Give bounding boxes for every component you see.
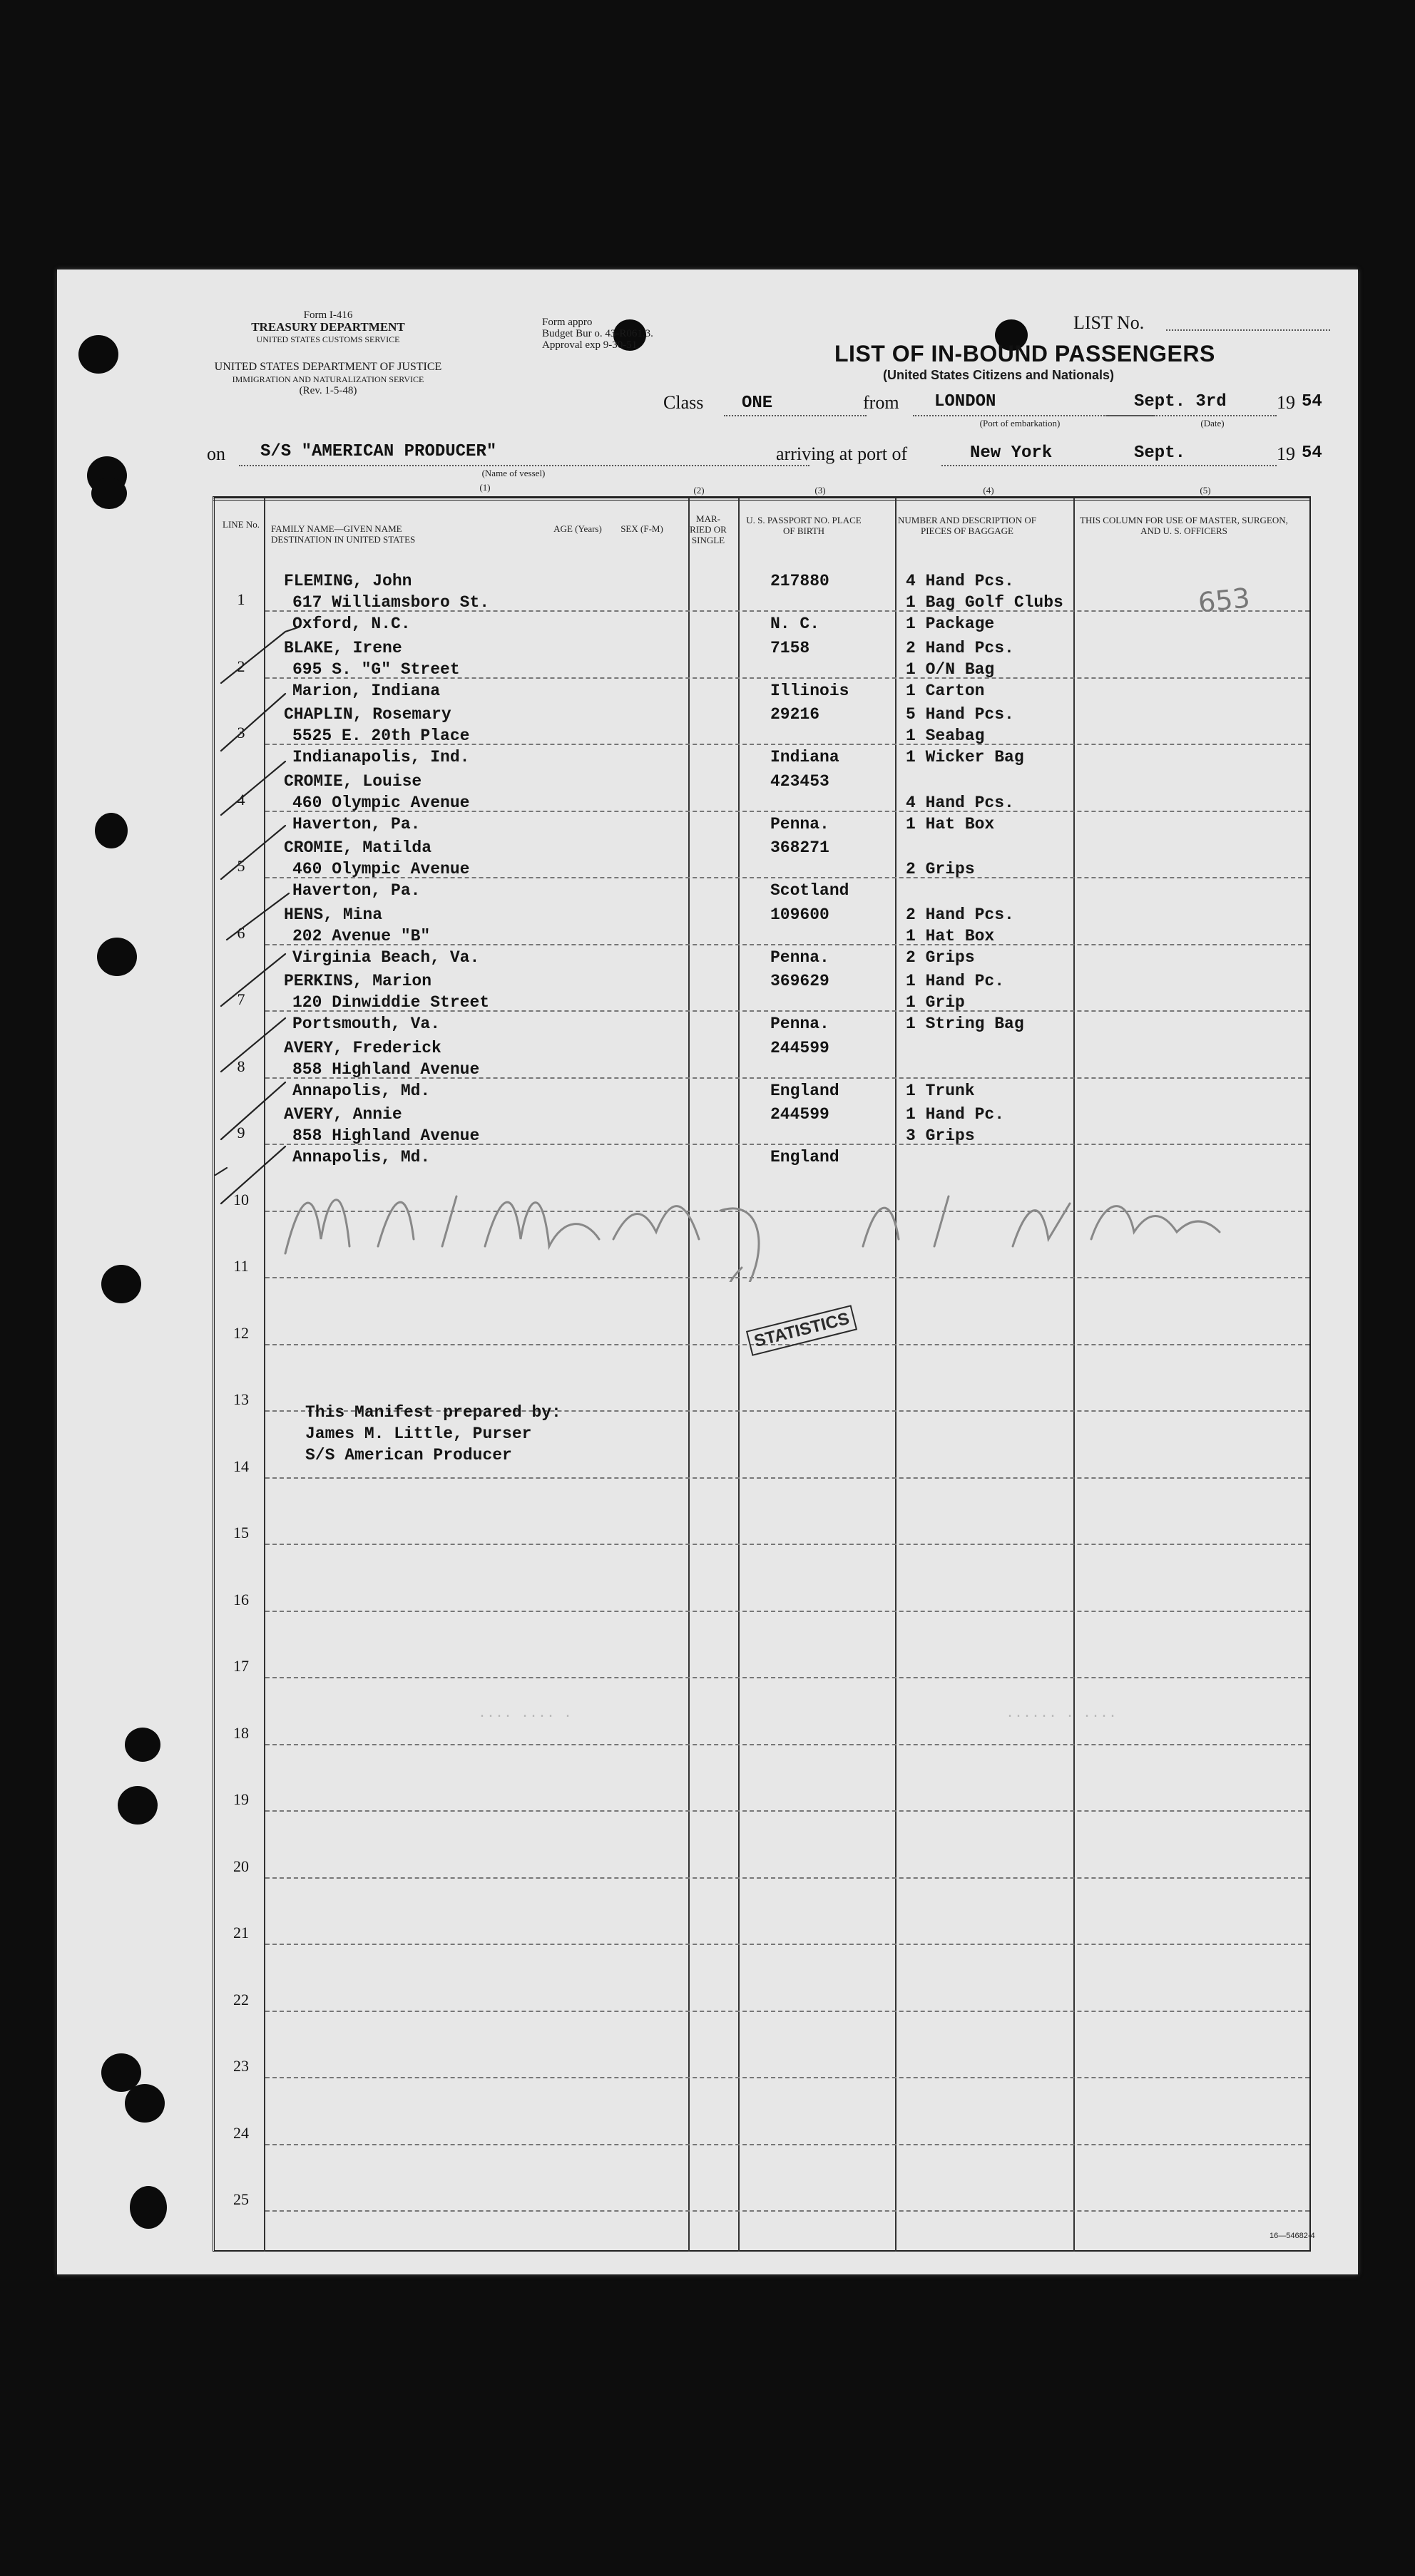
line-number: 10 bbox=[233, 1190, 249, 1209]
line-number: 19 bbox=[233, 1790, 249, 1808]
strike-line bbox=[221, 694, 285, 751]
form-subtitle: (United States Citizens and Nationals) bbox=[882, 368, 1115, 382]
justice-dept: UNITED STATES DEPARTMENT OF JUSTICE bbox=[214, 361, 442, 373]
col-passport: U. S. PASSPORT NO. PLACE OF BIRTH bbox=[746, 515, 862, 536]
list-no-label: LIST No. bbox=[1073, 312, 1145, 333]
manifest-sheet bbox=[57, 270, 1358, 2274]
baggage-item: 1 Hat Box bbox=[906, 926, 995, 945]
passport-number: 217880 bbox=[770, 572, 829, 590]
row-rule bbox=[265, 1544, 1309, 1545]
row-rule bbox=[265, 1944, 1309, 1945]
class-label: Class bbox=[663, 392, 704, 413]
punch-hole bbox=[118, 1786, 158, 1825]
officer-mark: 653 bbox=[1196, 582, 1252, 619]
col-married: MAR-RIED OR SINGLE bbox=[690, 513, 727, 545]
passport-number: 109600 bbox=[770, 905, 829, 924]
passenger-name: BLAKE, Irene bbox=[284, 638, 402, 657]
baggage-item: 1 String Bag bbox=[906, 1015, 1024, 1033]
line-number: 9 bbox=[237, 1124, 245, 1141]
col-line-no: LINE No. bbox=[223, 519, 260, 530]
passport-number: 423453 bbox=[770, 771, 829, 791]
on-label: on bbox=[207, 443, 225, 464]
col-num-4: (4) bbox=[983, 485, 994, 496]
line-number: 15 bbox=[233, 1524, 249, 1541]
baggage-item: 1 Seabag bbox=[906, 727, 985, 745]
line-number: 22 bbox=[233, 1990, 249, 2008]
row-rule bbox=[265, 1744, 1309, 1745]
place-of-birth: England bbox=[770, 1081, 839, 1100]
line-number: 4 bbox=[237, 790, 245, 809]
punch-hole bbox=[130, 2186, 167, 2229]
strike-line bbox=[221, 1018, 285, 1072]
strike-lines bbox=[214, 605, 414, 1496]
baggage-item: 2 Hand Pcs. bbox=[906, 905, 1014, 924]
line-number: 8 bbox=[237, 1057, 245, 1075]
row-rule bbox=[265, 2144, 1309, 2145]
strike-line bbox=[221, 826, 285, 879]
col-divider bbox=[1073, 498, 1075, 2252]
place-of-birth: Indiana bbox=[770, 748, 839, 766]
year-prefix: 19 bbox=[1277, 392, 1295, 413]
prepared-by-line-3: S/S American Producer bbox=[305, 1446, 512, 1464]
punch-hole bbox=[78, 335, 118, 374]
row-rule bbox=[265, 2210, 1309, 2212]
place-of-birth: N. C. bbox=[770, 615, 820, 633]
embark-date: Sept. 3rd bbox=[1134, 392, 1227, 411]
passenger-name: AVERY, Annie bbox=[284, 1105, 402, 1124]
passenger-city: Annapolis, Md. bbox=[292, 1148, 431, 1166]
row-rule bbox=[265, 1611, 1309, 1612]
strike-line bbox=[215, 1168, 227, 1175]
arriving-label: arriving at port of bbox=[776, 443, 908, 464]
passenger-name: CROMIE, Louise bbox=[284, 771, 422, 791]
passenger-name: AVERY, Frederick bbox=[284, 1038, 441, 1057]
form-title: LIST OF IN-BOUND PASSENGERS bbox=[834, 341, 1215, 366]
col-baggage: NUMBER AND DESCRIPTION OF PIECES OF BAGGAGE bbox=[898, 515, 1036, 536]
baggage-item: 5 Hand Pcs. bbox=[906, 705, 1014, 724]
baggage-item: 3 Grips bbox=[906, 1127, 975, 1145]
baggage-item: 1 Hand Pc. bbox=[906, 1105, 1005, 1124]
passenger-address: 5525 E. 20th Place bbox=[292, 727, 470, 745]
strike-line bbox=[221, 627, 298, 683]
passenger-address: 617 Williamsboro St. bbox=[292, 593, 490, 612]
passenger-address: 695 S. "G" Street bbox=[292, 660, 460, 679]
baggage-item: 1 Carton bbox=[906, 681, 985, 700]
punch-hole bbox=[97, 938, 137, 976]
arrival-year: 54 bbox=[1302, 443, 1322, 463]
col-divider bbox=[688, 498, 690, 2252]
baggage-item: 4 Hand Pcs. bbox=[906, 572, 1014, 590]
baggage-item: 1 Hand Pc. bbox=[906, 972, 1005, 990]
line-number: 23 bbox=[233, 2057, 249, 2075]
strike-line bbox=[221, 761, 285, 815]
passenger-city: Virginia Beach, Va. bbox=[292, 948, 480, 967]
approval-line-2: Budget Bur o. 43-R061.3. bbox=[542, 328, 653, 339]
passenger-name: CHAPLIN, Rosemary bbox=[284, 705, 451, 724]
baggage-item: 1 Bag Golf Clubs bbox=[906, 593, 1063, 612]
col-name: FAMILY NAME—GIVEN NAME DESTINATION IN UNITED STATES bbox=[271, 523, 416, 545]
line-number: 11 bbox=[233, 1257, 249, 1275]
passenger-name: CROMIE, Matilda bbox=[284, 838, 432, 857]
port-caption: (Port of embarkation) bbox=[979, 418, 1061, 429]
line-number: 6 bbox=[237, 923, 245, 942]
row-rule bbox=[265, 2011, 1309, 2012]
baggage-item: 1 Trunk bbox=[906, 1081, 975, 1100]
faint-trace: ···· ···· · bbox=[478, 1708, 573, 1725]
line-number: 17 bbox=[233, 1657, 249, 1675]
line-number: 24 bbox=[233, 2123, 249, 2142]
punch-hole bbox=[125, 1728, 160, 1762]
passenger-address: 120 Dinwiddie Street bbox=[292, 993, 490, 1012]
col-sex: SEX (F-M) bbox=[620, 523, 663, 534]
baggage-item: 4 Hand Pcs. bbox=[906, 793, 1014, 812]
line-number: 14 bbox=[233, 1457, 249, 1475]
arrival-port: New York bbox=[970, 443, 1053, 463]
ins-service: IMMIGRATION AND NATURALIZATION SERVICE bbox=[232, 374, 424, 384]
punch-hole bbox=[95, 813, 128, 848]
place-of-birth: Penna. bbox=[770, 814, 829, 833]
passport-number: 29216 bbox=[770, 705, 820, 724]
col-officers: THIS COLUMN FOR USE OF MASTER, SURGEON, AND U. S. OFFICERS bbox=[1080, 515, 1288, 536]
baggage-item: 1 Wicker Bag bbox=[906, 748, 1024, 766]
passenger-city: Haverton, Pa. bbox=[292, 881, 421, 900]
passenger-address: 858 Highland Avenue bbox=[292, 1059, 480, 1079]
form-number: Form I-416 bbox=[303, 309, 353, 321]
passenger-city: Marion, Indiana bbox=[292, 681, 441, 700]
officer-signature bbox=[271, 1154, 1291, 1282]
vessel-name: S/S "AMERICAN PRODUCER" bbox=[260, 442, 497, 461]
row-rule bbox=[265, 1477, 1309, 1479]
passenger-address: 460 Olympic Avenue bbox=[292, 793, 470, 812]
baggage-item: 1 O/N Bag bbox=[906, 660, 995, 679]
strike-line bbox=[221, 954, 285, 1006]
line-number: 20 bbox=[233, 1857, 249, 1875]
port-of-embarkation: LONDON bbox=[934, 392, 996, 411]
line-number: 18 bbox=[233, 1723, 249, 1742]
form-revision: (Rev. 1-5-48) bbox=[299, 385, 357, 396]
strike-line bbox=[227, 893, 289, 940]
row-rule bbox=[265, 1810, 1309, 1812]
date-underline bbox=[1105, 415, 1277, 416]
punch-hole bbox=[91, 478, 127, 509]
vessel-underline bbox=[239, 465, 809, 466]
baggage-item: 2 Grips bbox=[906, 860, 975, 878]
year-value: 54 bbox=[1302, 392, 1322, 411]
punch-hole bbox=[101, 1265, 141, 1303]
line-number: 25 bbox=[233, 2190, 249, 2208]
col-divider bbox=[895, 498, 896, 2252]
footer-code: 16—54682-4 bbox=[1270, 2232, 1315, 2240]
line-number: 7 bbox=[237, 990, 245, 1008]
faint-trace: ······ · ···· bbox=[1006, 1708, 1118, 1725]
place-of-birth: Penna. bbox=[770, 948, 829, 967]
place-of-birth: Penna. bbox=[770, 1015, 829, 1033]
class-value: ONE bbox=[742, 394, 773, 413]
passenger-city: Oxford, N.C. bbox=[292, 615, 411, 633]
line-number: 2 bbox=[237, 657, 245, 675]
punch-hole bbox=[125, 2084, 165, 2123]
passenger-name: FLEMING, John bbox=[284, 572, 412, 590]
place-of-birth: Illinois bbox=[770, 681, 849, 700]
passenger-city: Annapolis, Md. bbox=[292, 1081, 431, 1100]
from-label: from bbox=[863, 392, 899, 413]
treasury-dept: TREASURY DEPARTMENT bbox=[251, 320, 405, 334]
col-num-2: (2) bbox=[693, 485, 705, 496]
baggage-item: 2 Grips bbox=[906, 948, 975, 967]
vessel-caption: (Name of vessel) bbox=[481, 468, 546, 478]
prepared-by-line-2: James M. Little, Purser bbox=[305, 1425, 532, 1443]
list-no-field bbox=[1166, 329, 1330, 331]
passport-number: 369629 bbox=[770, 972, 829, 990]
arrival-underline bbox=[941, 465, 1277, 466]
approval-line-1: Form appro bbox=[542, 317, 593, 328]
place-of-birth: England bbox=[770, 1148, 839, 1166]
line-number: 5 bbox=[237, 857, 245, 875]
passport-number: 244599 bbox=[770, 1105, 829, 1124]
row-rule bbox=[265, 1677, 1309, 1678]
table-top-rule bbox=[213, 498, 1311, 501]
row-rule bbox=[265, 1877, 1309, 1879]
customs-service: UNITED STATES CUSTOMS SERVICE bbox=[256, 334, 400, 344]
baggage-item: 2 Hand Pcs. bbox=[906, 638, 1014, 657]
col-num-1: (1) bbox=[479, 482, 491, 493]
line-number: 13 bbox=[233, 1390, 249, 1408]
passenger-city: Haverton, Pa. bbox=[292, 814, 421, 833]
baggage-item: 1 Grip bbox=[906, 993, 965, 1012]
passenger-address: 460 Olympic Avenue bbox=[292, 860, 470, 878]
passenger-address: 858 Highland Avenue bbox=[292, 1127, 480, 1145]
baggage-item: 1 Hat Box bbox=[906, 814, 995, 833]
col-num-3: (3) bbox=[814, 485, 826, 496]
arrival-date: Sept. bbox=[1134, 443, 1186, 463]
prepared-by-line-1: This Manifest prepared by: bbox=[305, 1403, 561, 1422]
line-number: 12 bbox=[233, 1323, 249, 1342]
passenger-address: 202 Avenue "B" bbox=[292, 926, 431, 945]
line-number: 16 bbox=[233, 1590, 249, 1608]
approval-line-3: Approval exp 9-30-51. bbox=[542, 339, 640, 351]
arrival-year-prefix: 19 bbox=[1277, 443, 1295, 464]
passenger-name: HENS, Mina bbox=[284, 905, 383, 924]
baggage-item: 1 Package bbox=[906, 615, 995, 633]
strike-line bbox=[221, 1082, 285, 1139]
class-underline bbox=[724, 415, 867, 416]
passenger-name: PERKINS, Marion bbox=[284, 972, 432, 990]
passport-number: 244599 bbox=[770, 1038, 829, 1057]
date-caption: (Date) bbox=[1200, 418, 1225, 429]
line-number: 1 bbox=[237, 590, 245, 608]
passenger-city: Portsmouth, Va. bbox=[292, 1015, 441, 1033]
place-of-birth: Scotland bbox=[770, 881, 849, 900]
col-divider bbox=[738, 498, 740, 2252]
col-age: AGE (Years) bbox=[553, 523, 602, 534]
line-number: 3 bbox=[237, 724, 245, 742]
line-number: 21 bbox=[233, 1924, 249, 1941]
passport-number: 7158 bbox=[770, 638, 810, 657]
statistics-stamp: STATISTICS bbox=[746, 1305, 858, 1356]
row-rule bbox=[265, 2077, 1309, 2078]
col-num-5: (5) bbox=[1200, 485, 1211, 496]
passenger-city: Indianapolis, Ind. bbox=[292, 748, 470, 766]
passport-number: 368271 bbox=[770, 838, 829, 857]
